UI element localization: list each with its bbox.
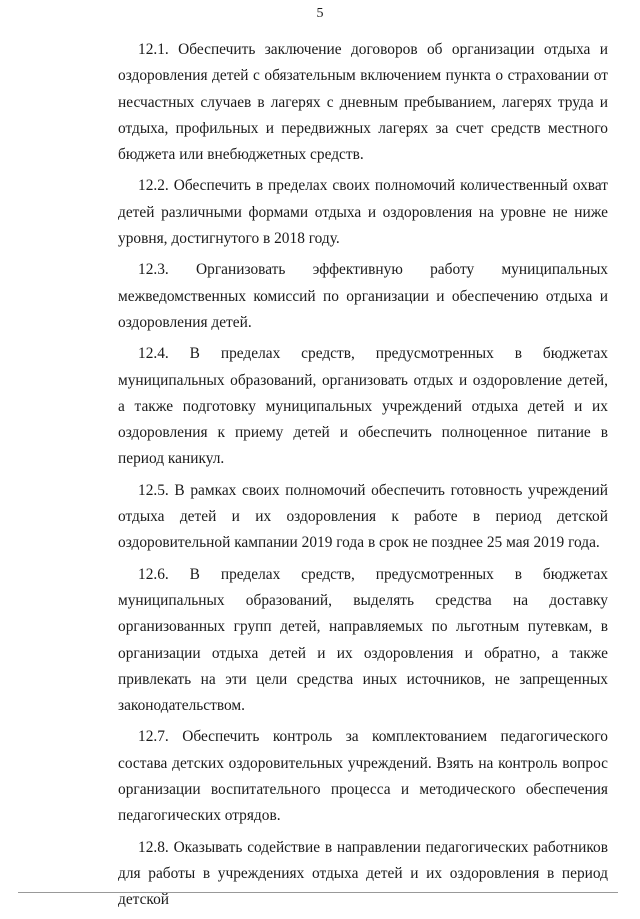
paragraph-12-8: 12.8. Оказывать содействие в направлении педагогических работников для работы в учреждениях отдыха детей и их оздоровления в период детской (118, 838, 608, 909)
paragraph-12-4: 12.4. В пределах средств, предусмотренных в бюджетах муниципальных образований, организовать отдых и оздоровление детей, а также подготовку муниципальных учреждений отдыха детей и их оздоровления к приему детей и обеспечить полноценное питание в период каникул. (118, 345, 608, 468)
paragraph-12-5: 12.5. В рамках своих полномочий обеспечить готовность учреждений отдыха детей и их оздоровления к работе в период детской оздоровительной кампании 2019 года в срок не позднее 25 мая 2019 года. (118, 481, 608, 552)
paragraph-12-7: 12.7. Обеспечить контроль за комплектованием педагогического состава детских оздоровительных учреждений. Взять на контроль вопрос организации воспитательного процесса и методического обеспечения педагогических отрядов. (118, 728, 608, 825)
paragraph-12-6: 12.6. В пределах средств, предусмотренных в бюджетах муниципальных образований, выделять средства на доставку организованных групп детей, направляемых по льготным путевкам, в организации отдыха детей и их оздоровления и обратно, а также привлекать на эти цели средства иных источников, не запрещенных законодательством. (118, 565, 608, 715)
document-body (118, 37, 608, 919)
paragraph-12-3: 12.3. Организовать эффективную работу муниципальных межведомственных комиссий по организации и обеспечению отдыха и оздоровления детей. (118, 261, 608, 331)
paragraph-12-1: 12.1. Обеспечить заключение договоров об организации отдыха и оздоровления детей с обязательным включением пункта о страховании от несчастных случаев в лагерях с дневным пребыванием, лагерях труда и отдыха, профильных и передвижных лагерях за счет средств местного бюджета или внебюджетных средств. (118, 41, 608, 164)
page-bottom-rule (18, 892, 618, 893)
paragraph-12-2: 12.2. Обеспечить в пределах своих полномочий количественный охват детей различными формами отдыха и оздоровления на уровне не ниже уровня, достигнутого в 2018 году. (118, 177, 608, 248)
page-number: 5 (316, 6, 324, 21)
